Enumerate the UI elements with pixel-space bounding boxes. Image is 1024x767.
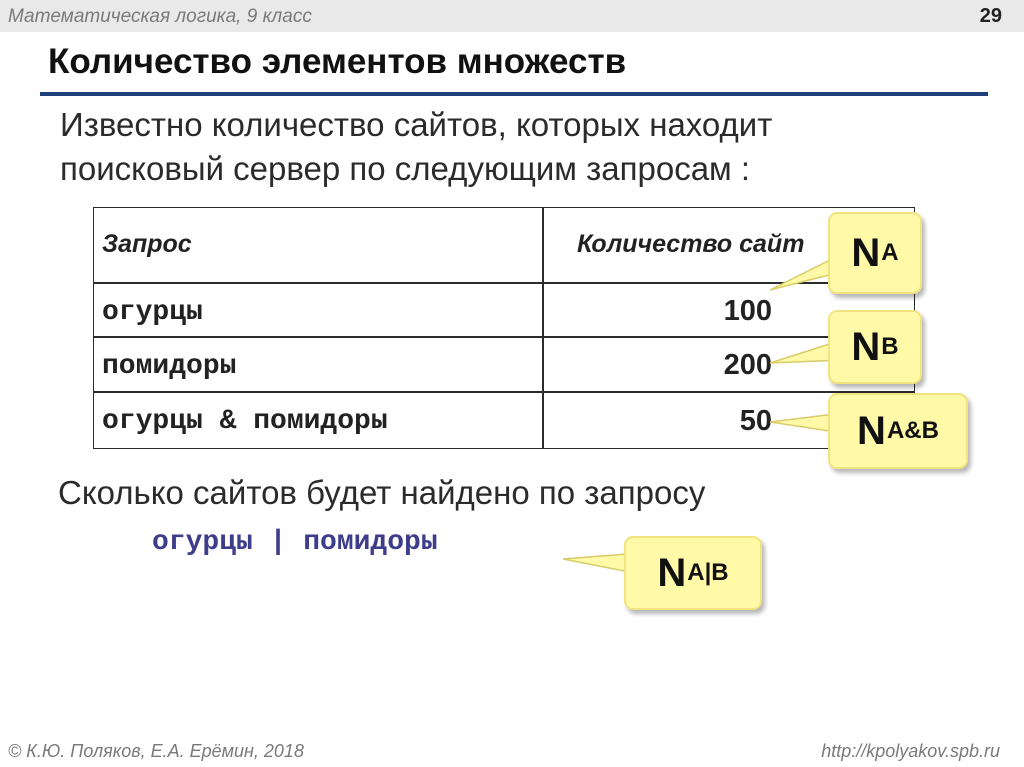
callout-naorb-main: N xyxy=(657,550,687,595)
slide-title: Количество элементов множеств xyxy=(48,42,627,81)
cell-count: 200 xyxy=(723,349,772,381)
intro-line-2: поисковый сервер по следующим запросам : xyxy=(60,150,751,187)
cell-count: 50 xyxy=(739,405,772,437)
question-text: Сколько сайтов будет найдено по запросу xyxy=(58,474,706,511)
footer-copyright: © К.Ю. Поляков, Е.А. Ерёмин, 2018 xyxy=(8,741,304,761)
callout-nb-main: N xyxy=(851,324,881,369)
intro-line-1: Известно количество сайтов, которых находит xyxy=(60,106,773,143)
header-count: Количество сайт xyxy=(577,230,805,258)
callout-nab-main: N xyxy=(857,408,886,453)
callout-nb-sub: B xyxy=(881,333,899,360)
cell-count: 100 xyxy=(723,295,772,327)
callout-naorb xyxy=(624,536,762,610)
page-number: 29 xyxy=(979,5,1002,27)
callout-nab-sub: A&B xyxy=(886,417,939,444)
callout-nb xyxy=(828,310,922,384)
course-title: Математическая логика, 9 класс xyxy=(8,6,312,27)
cell-query: огурцы xyxy=(102,297,203,328)
cell-query: помидоры xyxy=(102,351,237,382)
footer-url: http://kpolyakov.spb.ru xyxy=(821,741,1000,761)
callout-naorb-sub: A|B xyxy=(687,559,729,586)
callout-na-sub: A xyxy=(881,239,899,266)
callout-na-main: N xyxy=(851,230,881,275)
callout-na xyxy=(828,212,922,294)
header-query: Запрос xyxy=(102,230,192,258)
callout-nab xyxy=(828,393,968,469)
cell-query: огурцы & помидоры xyxy=(102,406,388,437)
question-query: огурцы | помидоры xyxy=(152,527,438,558)
